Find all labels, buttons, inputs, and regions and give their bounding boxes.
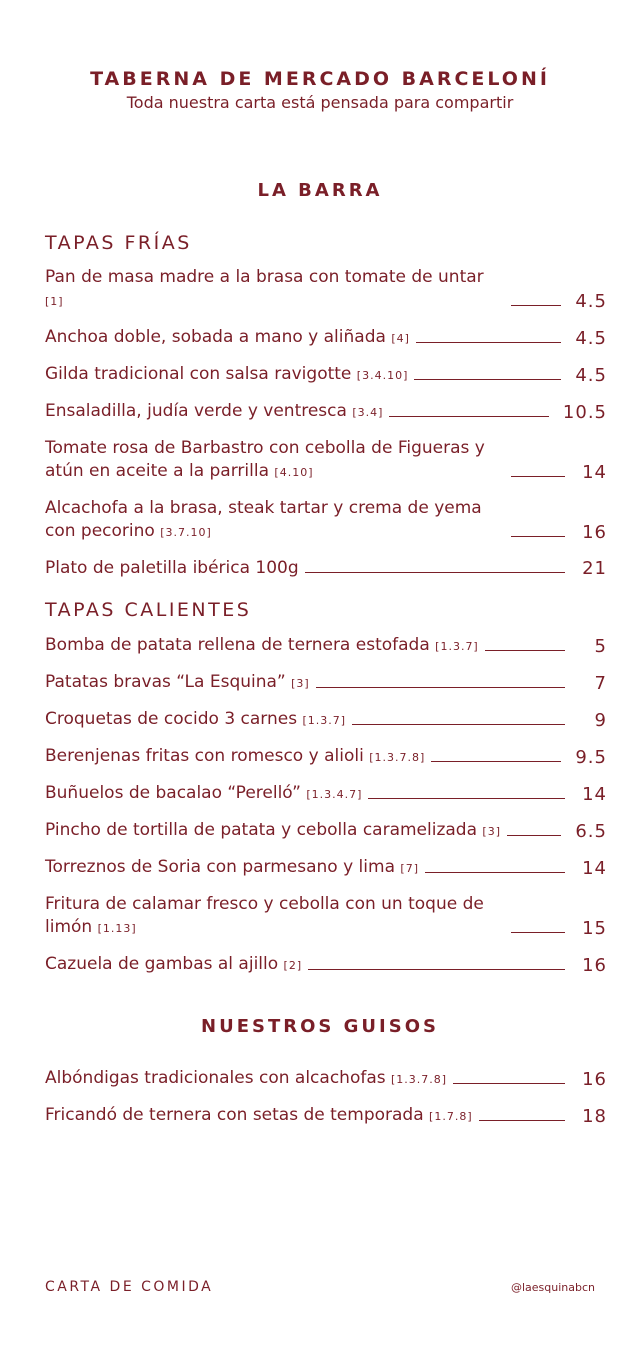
menu-item-name-text: Pan de masa madre a la brasa con tomate de untar xyxy=(45,267,484,287)
menu-item-name xyxy=(45,1104,473,1128)
dotted-leader-line xyxy=(305,572,565,573)
menu-item xyxy=(45,634,607,658)
menu-item-name xyxy=(45,856,419,880)
menu-item-price: 7 xyxy=(594,673,607,694)
dotted-leader-line xyxy=(485,650,565,651)
dotted-leader-line xyxy=(507,835,561,836)
menu-item-allergens: [3.4.10] xyxy=(356,369,409,382)
menu-item-price: 21 xyxy=(582,558,607,579)
dotted-leader-line xyxy=(453,1083,565,1084)
menu-item-price: 6.5 xyxy=(575,821,607,842)
menu-item-name-text: Ensaladilla, judía verde y ventresca xyxy=(45,401,347,421)
menu-item-allergens: [1.3.7] xyxy=(302,714,347,727)
menu-item-price: 9.5 xyxy=(575,747,607,768)
footer-menu-label: CARTA DE COMIDA xyxy=(45,1279,214,1295)
list-tapas-calientes xyxy=(45,634,607,977)
dotted-leader-line xyxy=(416,342,561,343)
menu-item xyxy=(45,893,607,940)
menu-item xyxy=(45,497,607,544)
menu-item-allergens: [1] xyxy=(45,295,64,308)
menu-item-name-text: Cazuela de gambas al ajillo xyxy=(45,954,279,974)
menu-item-price: 4.5 xyxy=(575,328,607,349)
menu-item-price: 9 xyxy=(594,710,607,731)
menu-item-name-text: Pincho de tortilla de patata y cebolla caramelizada xyxy=(45,820,478,840)
menu-item xyxy=(45,745,607,769)
section-title-nuestros-guisos: NUESTROS GUISOS xyxy=(201,1016,439,1037)
list-guisos xyxy=(45,1067,607,1128)
menu-item xyxy=(45,400,607,424)
menu-item-name-text: Croquetas de cocido 3 carnes xyxy=(45,709,298,729)
menu-item-allergens: [3] xyxy=(482,825,502,838)
menu-item-allergens: [1.7.8] xyxy=(429,1110,473,1123)
menu-item-allergens: [7] xyxy=(400,862,419,875)
menu-item-allergens: [1.13] xyxy=(97,922,137,935)
menu-item-name xyxy=(45,708,346,732)
menu-item-name-text: Buñuelos de bacalao “Perelló” xyxy=(45,783,301,803)
menu-item-name xyxy=(45,634,479,658)
menu-item xyxy=(45,671,607,695)
menu-item-name-text: Plato de paletilla ibérica 100g xyxy=(45,558,299,578)
menu-item-price: 14 xyxy=(582,784,607,805)
menu-item xyxy=(45,1104,607,1128)
menu-item-name xyxy=(45,497,505,544)
menu-item-name-text: Gilda tradicional con salsa ravigotte xyxy=(45,364,352,384)
section-title-la-barra: LA BARRA xyxy=(257,180,383,201)
menu-item xyxy=(45,1067,607,1091)
menu-item-price: 10.5 xyxy=(562,402,607,423)
menu-item-name-text: Fricandó de ternera con setas de temporada xyxy=(45,1105,424,1125)
menu-item-allergens: [4.10] xyxy=(274,466,314,479)
menu-item-name xyxy=(45,953,302,977)
menu-item-name xyxy=(45,819,501,843)
menu-item-name xyxy=(45,266,505,313)
menu-item-name-text: Bomba de patata rellena de ternera estofada xyxy=(45,635,430,655)
dotted-leader-line xyxy=(414,379,561,380)
menu-item-price: 14 xyxy=(582,858,607,879)
menu-item-name-text: Fritura de calamar fresco y cebolla con un toque de limón xyxy=(45,894,484,937)
menu-item xyxy=(45,363,607,387)
dotted-leader-line xyxy=(431,761,561,762)
menu-item-name-text: Patatas bravas “La Esquina” xyxy=(45,672,286,692)
menu-item-allergens: [3.7.10] xyxy=(160,526,212,539)
restaurant-subtitle: Toda nuestra carta está pensada para compartir xyxy=(126,93,514,112)
menu-item xyxy=(45,266,607,313)
menu-item-price: 16 xyxy=(582,522,607,543)
menu-item xyxy=(45,819,607,843)
menu-item-name xyxy=(45,363,408,387)
menu-item-name xyxy=(45,893,505,940)
menu-item-allergens: [3.4] xyxy=(352,406,384,419)
menu-item-name-text: Alcachofa a la brasa, steak tartar y crema de yema con pecorino xyxy=(45,498,482,541)
dotted-leader-line xyxy=(511,476,565,477)
menu-item-name xyxy=(45,557,299,580)
menu-item-name xyxy=(45,437,505,484)
dotted-leader-line xyxy=(511,536,565,537)
menu-item-name-text: Albóndigas tradicionales con alcachofas xyxy=(45,1068,386,1088)
menu-item xyxy=(45,856,607,880)
menu-item-price: 14 xyxy=(582,462,607,483)
dotted-leader-line xyxy=(368,798,565,799)
menu-item-name xyxy=(45,400,383,424)
menu-header xyxy=(0,66,640,114)
menu-item-name xyxy=(45,782,362,806)
menu-item-name-text: Tomate rosa de Barbastro con cebolla de Figueras y atún en aceite a la parrilla xyxy=(45,438,485,481)
menu-item-price: 4.5 xyxy=(575,365,607,386)
menu-item-price: 4.5 xyxy=(575,291,607,312)
menu-item xyxy=(45,326,607,350)
menu-item xyxy=(45,953,607,977)
dotted-leader-line xyxy=(308,969,565,970)
menu-item-name-text: Berenjenas fritas con romesco y alioli xyxy=(45,746,364,766)
dotted-leader-line xyxy=(511,932,565,933)
menu-item-name xyxy=(45,326,410,350)
menu-item-name xyxy=(45,745,425,769)
menu-item-name xyxy=(45,1067,447,1091)
menu-item xyxy=(45,437,607,484)
category-title-tapas-frias: TAPAS FRÍAS xyxy=(45,232,192,254)
menu-item-price: 5 xyxy=(594,636,607,657)
menu-item-allergens: [1.3.4.7] xyxy=(306,788,363,801)
dotted-leader-line xyxy=(479,1120,565,1121)
dotted-leader-line xyxy=(425,872,565,873)
menu-item-allergens: [1.3.7.8] xyxy=(391,1073,448,1086)
menu-item-allergens: [4] xyxy=(391,332,410,345)
menu-item-allergens: [1.3.7.8] xyxy=(369,751,426,764)
dotted-leader-line xyxy=(389,416,549,417)
menu-item xyxy=(45,708,607,732)
menu-item-price: 16 xyxy=(582,955,607,976)
menu-item xyxy=(45,557,607,580)
menu-item-price: 15 xyxy=(582,918,607,939)
dotted-leader-line xyxy=(352,724,565,725)
list-tapas-frias xyxy=(45,266,607,580)
menu-item-name-text: Anchoa doble, sobada a mano y aliñada xyxy=(45,327,386,347)
menu-item-allergens: [1.3.7] xyxy=(435,640,479,653)
menu-item-price: 18 xyxy=(582,1106,607,1127)
dotted-leader-line xyxy=(511,305,561,306)
menu-item-name xyxy=(45,671,310,695)
footer-social-handle: @laesquinabcn xyxy=(510,1281,595,1294)
category-title-tapas-calientes: TAPAS CALIENTES xyxy=(45,599,252,621)
menu-item-name-text: Torreznos de Soria con parmesano y lima xyxy=(45,857,395,877)
menu-item xyxy=(45,782,607,806)
menu-item-allergens: [2] xyxy=(283,959,303,972)
menu-item-allergens: [3] xyxy=(291,677,310,690)
menu-item-price: 16 xyxy=(582,1069,607,1090)
dotted-leader-line xyxy=(316,687,565,688)
restaurant-title: TABERNA DE MERCADO BARCELONÍ xyxy=(90,68,550,90)
